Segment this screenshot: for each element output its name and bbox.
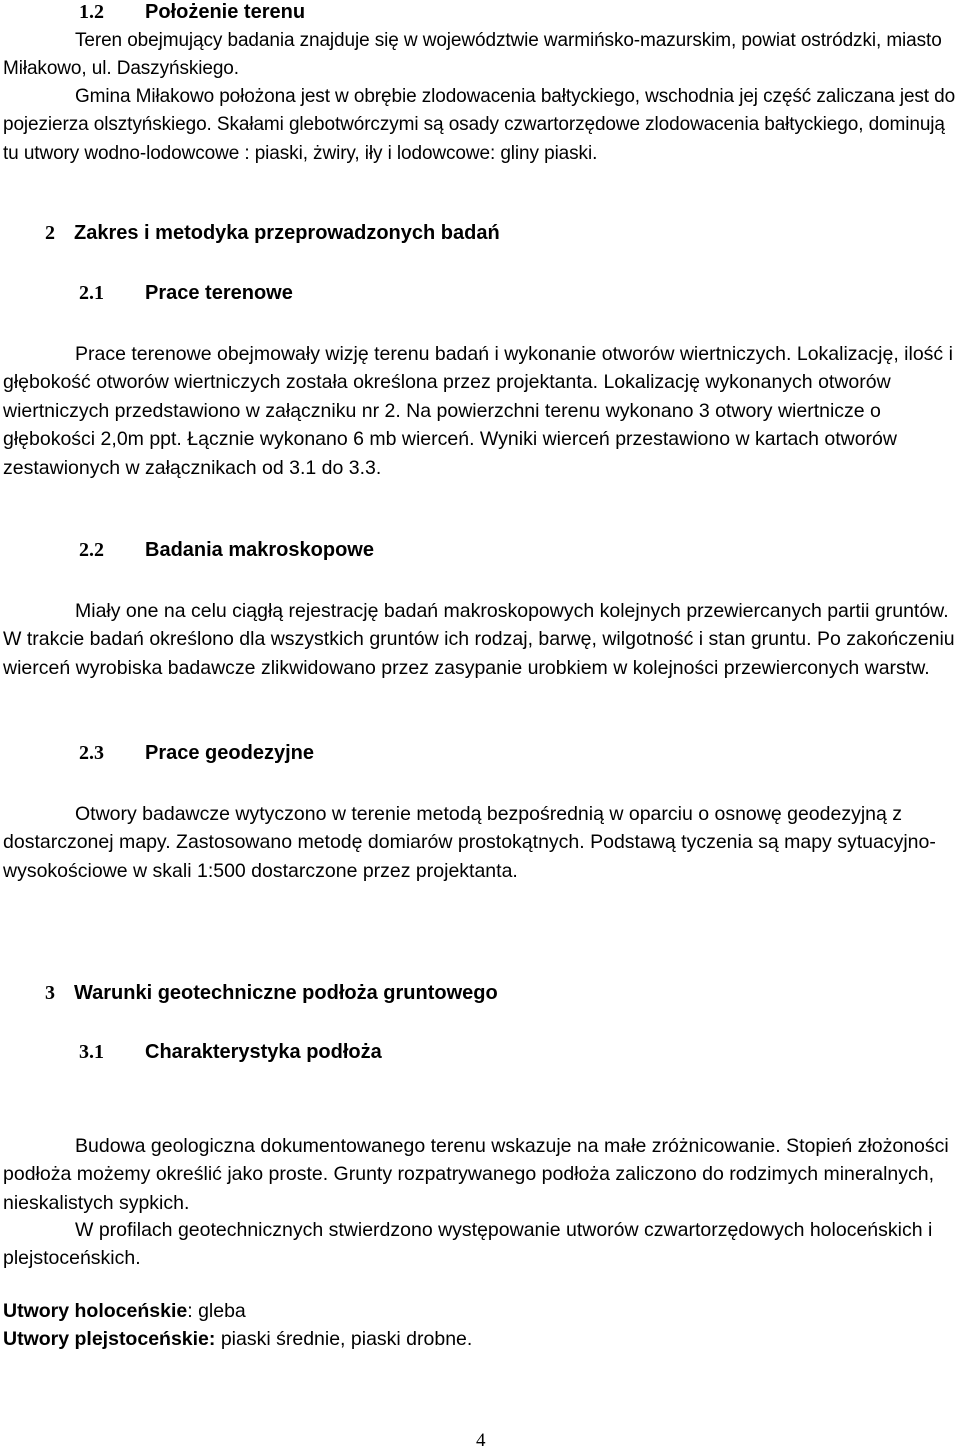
soil-value-holocene: gleba [198, 1300, 246, 1322]
section-3-title: Warunki geotechniczne podłoża gruntowego [74, 982, 498, 1004]
section-2-number: 2 [45, 222, 55, 244]
soil-label-holocene: Utwory holoceńskie [3, 1300, 188, 1322]
section-3-1-number: 3.1 [79, 1041, 104, 1063]
page-number: 4 [476, 1430, 486, 1451]
section-2-1-title: Prace terenowe [145, 282, 293, 304]
section-2-2-title: Badania makroskopowe [145, 539, 374, 561]
section-3-1-paragraph-1: Budowa geologiczna dokumentowanego terenu wskazuje na małe zróżnicowanie. Stopień złożoności podłoża możemy określić jako proste. Grunty rozpatrywanego podłoża zaliczono do rodzimych mineralnych, nieskalistych sypkich. [3, 1135, 949, 1214]
section-2-3-title: Prace geodezyjne [145, 742, 314, 764]
section-1-2-paragraph-2: Gmina Miłakowo położona jest w obrębie zlodowacenia bałtyckiego, wschodnia jej część zaliczana jest do pojezierza olsztyńskiego. Skałami glebotwórczymi są osady czwartorzędowe zlodowacenia bałtyckiego, dominują tu utwory wodno-lodowcowe : piaski, żwiry, iły i lodowcowe: gliny piaski. [3, 86, 956, 164]
soil-separator-holocene: : [187, 1300, 199, 1322]
soil-value-pleistocene: piaski średnie, piaski drobne. [220, 1328, 473, 1350]
section-1-2-title: Położenie terenu [145, 1, 306, 23]
section-2-3-number: 2.3 [79, 742, 104, 764]
section-2-1-number: 2.1 [79, 282, 104, 304]
section-2-3-paragraph: Otwory badawcze wytyczono w terenie metodą bezpośrednią w oparciu o osnowę geodezyjną z dostarczonej mapy. Zastosowano metodę domiarów prostokątnych. Podstawą tyczenia są mapy sytuacyjno-wysokościowe w skali 1:500 dostarczone przez projektanta. [3, 803, 936, 882]
section-3-number: 3 [45, 982, 55, 1004]
soil-line-holocene [3, 1297, 246, 1325]
section-1-2-paragraph-1: Teren obejmujący badania znajduje się w województwie warmińsko-mazurskim, powiat ostródzki, miasto Miłakowo, ul. Daszyńskiego. [3, 30, 942, 80]
section-2-2-paragraph: Miały one na celu ciągłą rejestrację badań makroskopowych kolejnych przewiercanych partii gruntów. W trakcie badań określono dla wszystkich gruntów ich rodzaj, barwę, wilgotność i stan gruntu. Po zakończeniu wierceń wyrobiska badawcze zlikwidowano przez zasypanie urobkiem w kolejności przewierconych warstw. [3, 600, 955, 679]
section-3-1-title: Charakterystyka podłoża [145, 1041, 382, 1063]
section-1-2-number: 1.2 [79, 1, 104, 23]
section-2-2-number: 2.2 [79, 539, 104, 561]
section-2-1-paragraph: Prace terenowe obejmowały wizję terenu badań i wykonanie otworów wiertniczych. Lokalizację, ilość i głębokość otworów wiertniczych została określona przez projektanta. Lokalizację wykonanych otworów wiertniczych przedstawiono w załączniku nr 2. Na powierzchni terenu wykonano 3 otwory wiertnicze o głębokości 2,0m ppt. Łącznie wykonano 6 mb wierceń. Wyniki wierceń przestawiono w kartach otworów zestawionych w załącznikach od 3.1 do 3.3. [3, 343, 953, 479]
soil-line-pleistocene [3, 1325, 472, 1353]
section-3-1-paragraph-2: W profilach geotechnicznych stwierdzono występowanie utworów czwartorzędowych holoceńskich i plejstoceńskich. [3, 1219, 933, 1270]
soil-label-pleistocene: Utwory plejstoceńskie: [3, 1328, 216, 1350]
section-2-title: Zakres i metodyka przeprowadzonych badań [74, 222, 500, 244]
